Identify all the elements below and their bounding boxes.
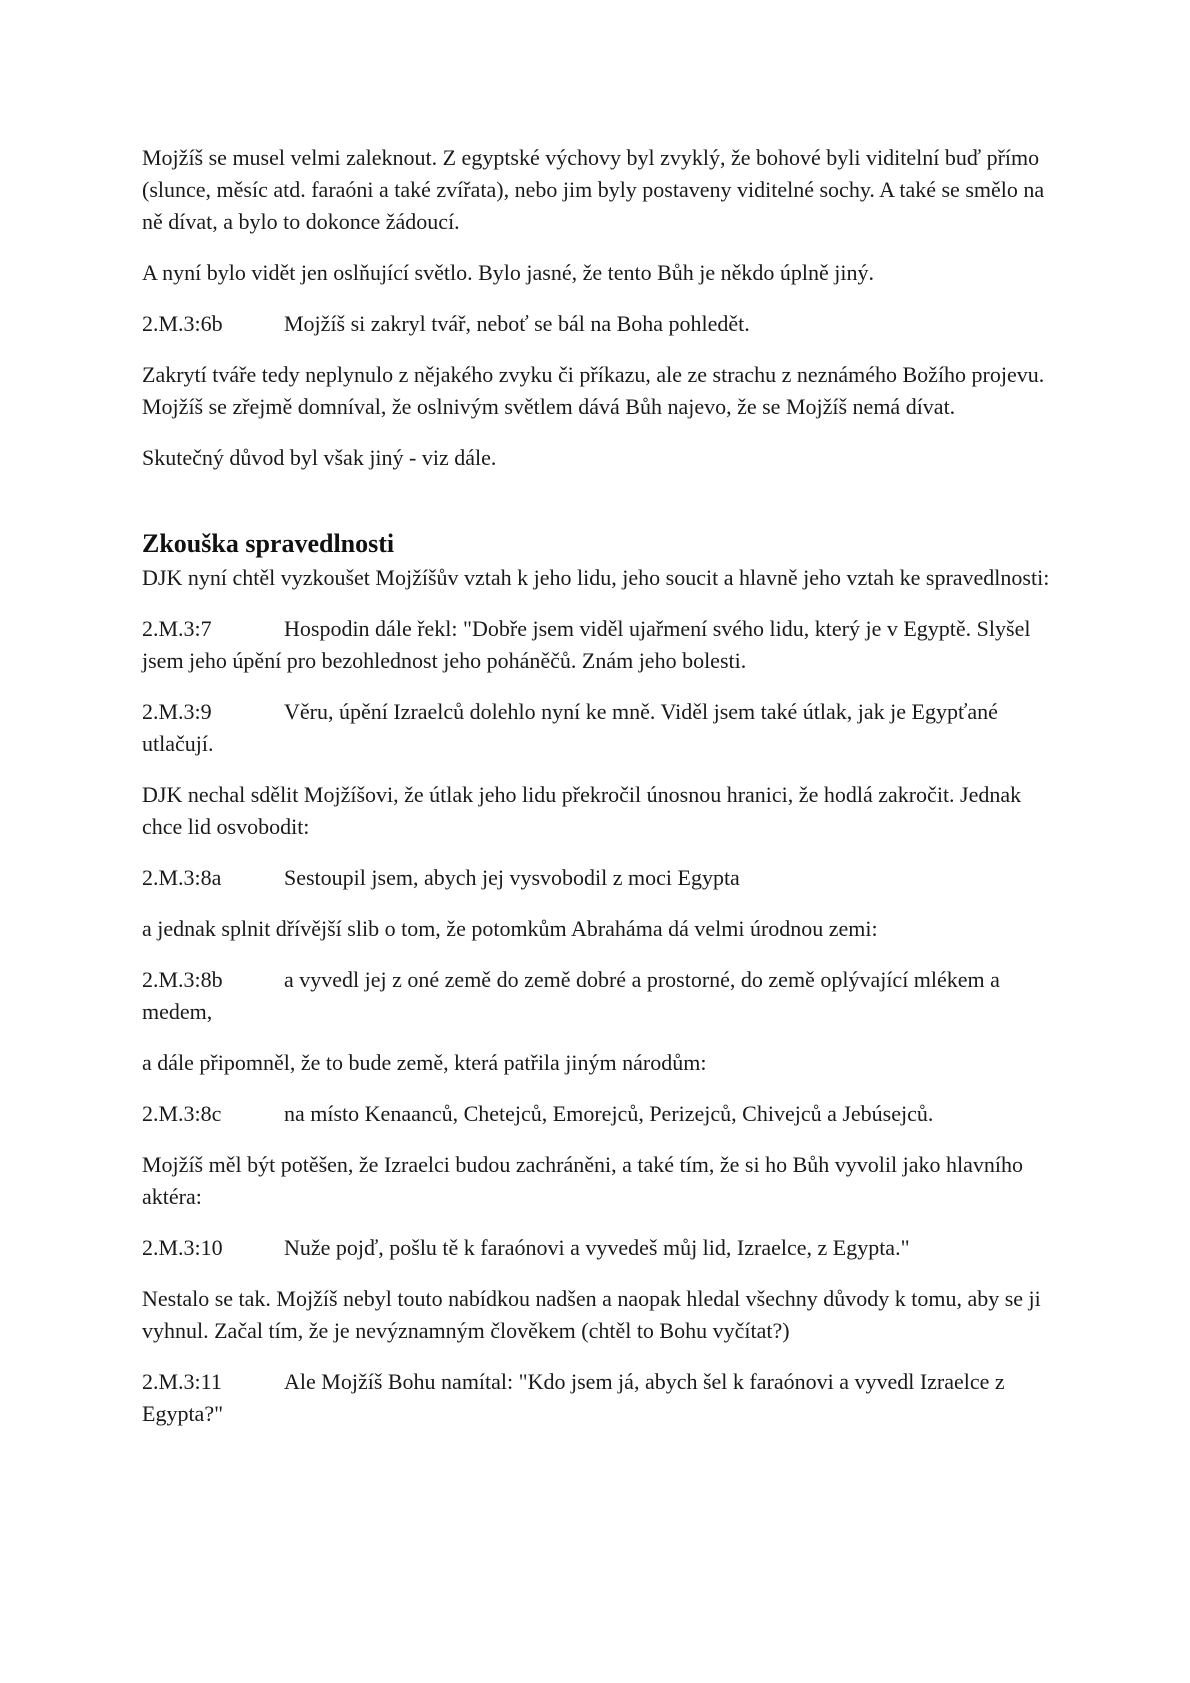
paragraph: a dále připomněl, že to bude země, která patřila jiným národům: <box>142 1050 707 1075</box>
verse-text: a vyvedl jej z oné země do země dobré a prostorné, do země oplývající mlékem a medem, <box>142 967 1000 1024</box>
verse-reference: 2.M.3:10 <box>142 1235 223 1260</box>
section-heading: Zkouška spravedlnosti <box>142 529 395 558</box>
verse-quote <box>142 1366 1062 1430</box>
verse-reference: 2.M.3:6b <box>142 311 223 336</box>
verse-text: na místo Kenaanců, Chetejců, Emorejců, Perizejců, Chivejců a Jebúsejců. <box>284 1101 934 1126</box>
paragraph: Zakrytí tváře tedy neplynulo z nějakého zvyku či příkazu, ale ze strachu z neznámého Božího projevu. Mojžíš se zřejmě domníval, že oslnivým světlem dává Bůh najevo, že se Mojžíš nemá dívat. <box>142 362 1045 419</box>
paragraph: DJK nechal sdělit Mojžíšovi, že útlak jeho lidu překročil únosnou hranici, že hodlá zakročit. Jednak chce lid osvobodit: <box>142 782 1022 839</box>
verse-quote <box>142 308 1062 340</box>
verse-quote <box>142 862 1062 894</box>
paragraph: DJK nyní chtěl vyzkoušet Mojžíšův vztah k jeho lidu, jeho soucit a hlavně jeho vztah ke spravedlnosti: <box>142 565 1050 590</box>
paragraph: Skutečný důvod byl však jiný - viz dále. <box>142 445 497 470</box>
verse-quote <box>142 964 1062 1028</box>
verse-text: Mojžíš si zakryl tvář, neboť se bál na Boha pohledět. <box>284 311 750 336</box>
verse-text: Hospodin dále řekl: "Dobře jsem viděl ujařmení svého lidu, který je v Egyptě. Slyšel jsem jeho úpění pro bezohlednost jeho poháněčů. Znám jeho bolesti. <box>142 616 1031 673</box>
paragraph: Mojžíš se musel velmi zaleknout. Z egyptské výchovy byl zvyklý, že bohové byli viditelní buď přímo (slunce, měsíc atd. faraóni a také zvířata), nebo jim byly postaveny viditelné sochy. A také se smělo na ně dívat, a bylo to dokonce žádoucí. <box>142 145 1045 234</box>
paragraph: Mojžíš měl být potěšen, že Izraelci budou zachráněni, a také tím, že si ho Bůh vyvolil jako hlavního aktéra: <box>142 1152 1023 1209</box>
verse-reference: 2.M.3:11 <box>142 1369 222 1394</box>
verse-quote <box>142 696 1062 760</box>
verse-quote <box>142 1098 1062 1130</box>
verse-reference: 2.M.3:8c <box>142 1101 222 1126</box>
verse-reference: 2.M.3:7 <box>142 616 212 641</box>
paragraph: A nyní bylo vidět jen oslňující světlo. Bylo jasné, že tento Bůh je někdo úplně jiný. <box>142 260 875 285</box>
verse-reference: 2.M.3:8b <box>142 967 223 992</box>
verse-reference: 2.M.3:9 <box>142 699 212 724</box>
verse-quote <box>142 613 1062 677</box>
verse-quote <box>142 1232 1062 1264</box>
paragraph: Nestalo se tak. Mojžíš nebyl touto nabídkou nadšen a naopak hledal všechny důvody k tomu, aby se ji vyhnul. Začal tím, že je nevýznamným člověkem (chtěl to Bohu vyčítat?) <box>142 1286 1041 1343</box>
verse-text: Věru, úpění Izraelců dolehlo nyní ke mně. Viděl jsem také útlak, jak je Egypťané utlačují. <box>142 699 998 756</box>
verse-text: Nuže pojď, pošlu tě k faraónovi a vyvedeš můj lid, Izraelce, z Egypta." <box>284 1235 910 1260</box>
verse-reference: 2.M.3:8a <box>142 865 222 890</box>
paragraph: a jednak splnit dřívější slib o tom, že potomkům Abraháma dá velmi úrodnou zemi: <box>142 916 878 941</box>
verse-text: Ale Mojžíš Bohu namítal: "Kdo jsem já, abych šel k faraónovi a vyvedl Izraelce z Egypta?" <box>142 1369 1005 1426</box>
verse-text: Sestoupil jsem, abych jej vysvobodil z moci Egypta <box>284 865 740 890</box>
document-page <box>142 142 1062 1449</box>
